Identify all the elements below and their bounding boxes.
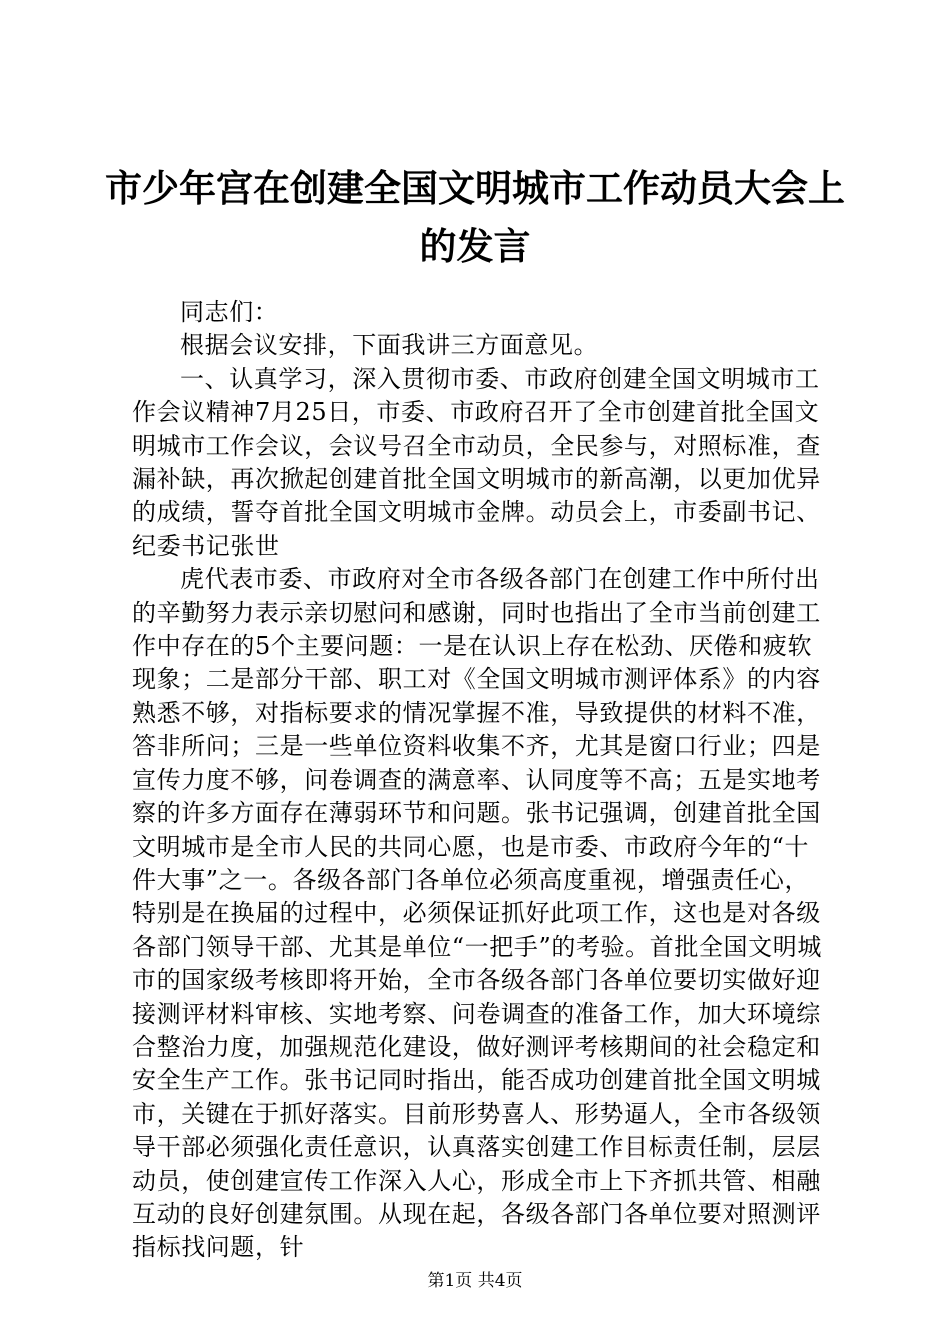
document-title: 市少年宫在创建全国文明城市工作动员大会上的发言	[105, 167, 845, 268]
intro-paragraph: 根据会议安排，下面我讲三方面意见。	[180, 331, 599, 360]
section-one-paragraph: 一、认真学习，深入贯彻市委、市政府创建全国文明城市工作会议精神7月25日，市委、市政府召开了全市创建首批全国文明城市工作会议，会议号召全市动员，全民参与，对照标准，查漏补缺，再次掀起创建首批全国文明城市的新高潮，以更加优异的成绩，誓夺首批全国文明城市金牌。动员会上，市委副书记、纪委书记张世	[132, 364, 821, 560]
page-number-footer: 第1页 共4页	[427, 1271, 523, 1291]
body-paragraph: 虎代表市委、市政府对全市各级各部门在创建工作中所付出的辛勤努力表示亲切慰问和感谢，同时也指出了全市当前创建工作中存在的5个主要问题：一是在认识上存在松劲、厌倦和疲软现象；二是部分干部、职工对《全国文明城市测评体系》的内容熟悉不够，对指标要求的情况掌握不准，导致提供的材料不准，答非所问；三是一些单位资料收集不齐，尤其是窗口行业；四是宣传力度不够，问卷调查的满意率、认同度等不高；五是实地考察的许多方面存在薄弱环节和问题。张书记强调，创建首批全国文明城市是全市人民的共同心愿，也是市委、市政府今年的“十件大事”之一。各级各部门各单位必须高度重视，增强责任心，特别是在换届的过程中，必须保证抓好此项工作，这也是对各级各部门领导干部、尤其是单位“一把手”的考验。首批全国文明城市的国家级考核即将开始，全市各级各部门各单位要切实做好迎接测评材料审核、实地考察、问卷调查的准备工作，加大环境综合整治力度，加强规范化建设，做好测评考核期间的社会稳定和安全生产工作。张书记同时指出，能否成功创建首批全国文明城市，关键在于抓好落实。目前形势喜人、形势逼人，全市各级领导干部必须强化责任意识，认真落实创建工作目标责任制，层层动员，使创建宣传工作深入人心，形成全市上下齐抓共管、相融互动的良好创建氛围。从现在起，各级各部门各单位要对照测评指标找问题，针	[132, 565, 822, 1262]
document-body	[132, 296, 828, 1265]
salutation-paragraph: 同志们：	[180, 298, 279, 326]
